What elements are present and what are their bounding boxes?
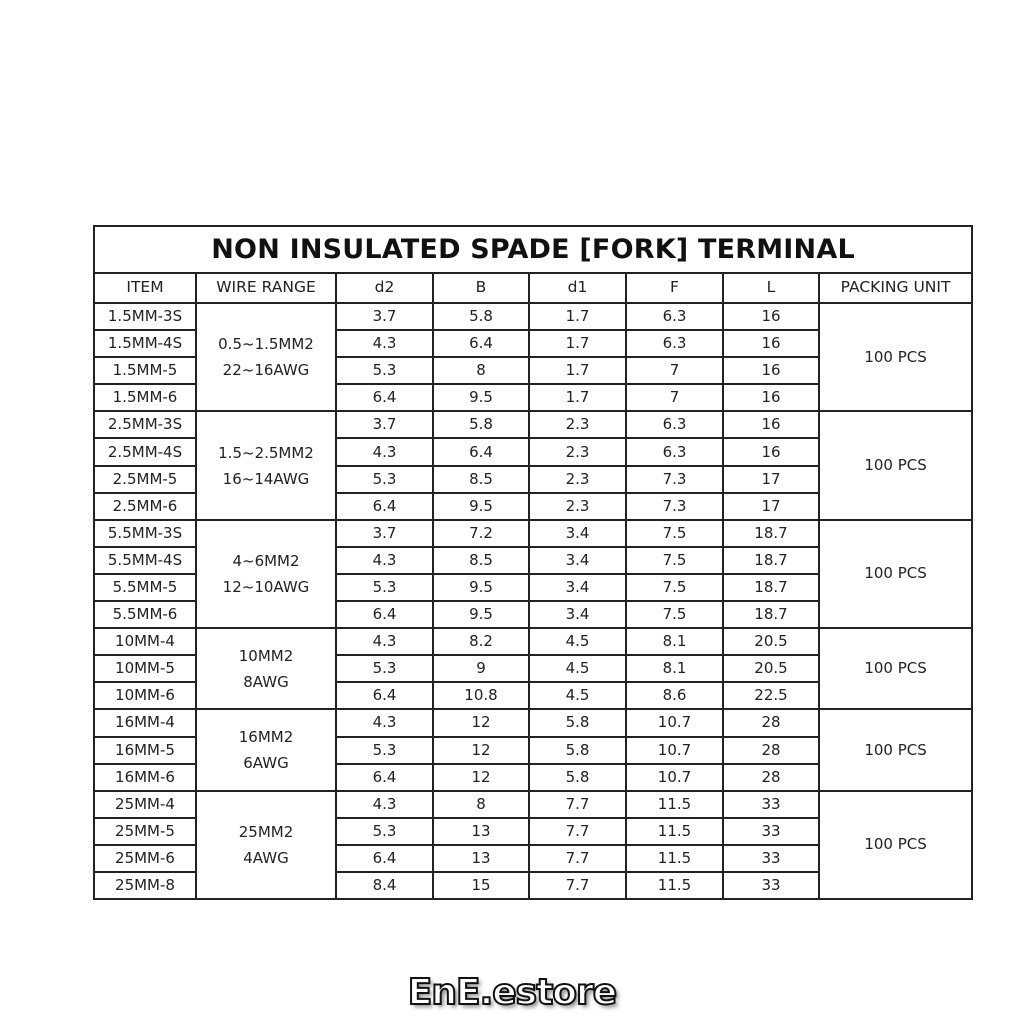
f-cell: 6.3: [626, 330, 723, 357]
b-cell: 6.4: [433, 438, 529, 465]
item-cell: 1.5MM-6: [94, 384, 196, 411]
b-cell: 13: [433, 818, 529, 845]
l-cell: 28: [723, 737, 819, 764]
l-cell: 16: [723, 411, 819, 438]
d1-cell: 1.7: [529, 357, 626, 384]
d2-cell: 4.3: [336, 709, 433, 736]
b-cell: 8: [433, 791, 529, 818]
item-cell: 16MM-5: [94, 737, 196, 764]
item-cell: 2.5MM-4S: [94, 438, 196, 465]
f-cell: 7.5: [626, 574, 723, 601]
d2-cell: 6.4: [336, 845, 433, 872]
d1-cell: 3.4: [529, 520, 626, 547]
wire-range-line: 25MM2: [238, 822, 294, 841]
d1-cell: 3.4: [529, 601, 626, 628]
f-cell: 7.5: [626, 547, 723, 574]
f-cell: 7: [626, 357, 723, 384]
d1-cell: 7.7: [529, 791, 626, 818]
f-cell: 7.5: [626, 601, 723, 628]
table-row: [94, 628, 972, 655]
item-cell: 1.5MM-5: [94, 357, 196, 384]
b-cell: 8.5: [433, 466, 529, 493]
d2-cell: 3.7: [336, 520, 433, 547]
column-header-b: B: [433, 273, 529, 303]
d2-cell: 4.3: [336, 330, 433, 357]
f-cell: 11.5: [626, 845, 723, 872]
wire-range-line: 4~6MM2: [232, 551, 300, 570]
wire-range-line: 6AWG: [243, 754, 289, 773]
store-logo: EnE.estore: [407, 972, 617, 1013]
f-cell: 11.5: [626, 872, 723, 899]
l-cell: 17: [723, 493, 819, 520]
column-header-f: F: [626, 273, 723, 303]
column-header-item: ITEM: [94, 273, 196, 303]
l-cell: 18.7: [723, 574, 819, 601]
b-cell: 6.4: [433, 330, 529, 357]
b-cell: 9.5: [433, 493, 529, 520]
item-cell: 25MM-6: [94, 845, 196, 872]
d2-cell: 5.3: [336, 357, 433, 384]
wire-range-cell: [196, 520, 336, 628]
d1-cell: 5.8: [529, 737, 626, 764]
f-cell: 8.6: [626, 682, 723, 709]
item-cell: 25MM-8: [94, 872, 196, 899]
item-cell: 5.5MM-6: [94, 601, 196, 628]
table-row: [94, 411, 972, 438]
item-cell: 1.5MM-3S: [94, 303, 196, 330]
item-cell: 5.5MM-5: [94, 574, 196, 601]
f-cell: 7.3: [626, 493, 723, 520]
b-cell: 12: [433, 737, 529, 764]
d2-cell: 4.3: [336, 791, 433, 818]
f-cell: 7: [626, 384, 723, 411]
b-cell: 10.8: [433, 682, 529, 709]
packing-unit-cell: 100 PCS: [819, 303, 972, 411]
d2-cell: 4.3: [336, 628, 433, 655]
l-cell: 18.7: [723, 520, 819, 547]
b-cell: 9.5: [433, 574, 529, 601]
d2-cell: 6.4: [336, 601, 433, 628]
b-cell: 12: [433, 764, 529, 791]
f-cell: 11.5: [626, 791, 723, 818]
d1-cell: 5.8: [529, 764, 626, 791]
table-title: NON INSULATED SPADE [FORK] TERMINAL: [94, 226, 972, 273]
l-cell: 16: [723, 438, 819, 465]
column-header-d2: d2: [336, 273, 433, 303]
b-cell: 8: [433, 357, 529, 384]
d1-cell: 3.4: [529, 574, 626, 601]
item-cell: 16MM-4: [94, 709, 196, 736]
item-cell: 10MM-5: [94, 655, 196, 682]
f-cell: 10.7: [626, 764, 723, 791]
table-row: [94, 303, 972, 330]
packing-unit-cell: 100 PCS: [819, 791, 972, 899]
l-cell: 22.5: [723, 682, 819, 709]
item-cell: 25MM-5: [94, 818, 196, 845]
f-cell: 6.3: [626, 411, 723, 438]
header-row: [94, 273, 972, 303]
d1-cell: 4.5: [529, 655, 626, 682]
column-header-wire-range: WIRE RANGE: [196, 273, 336, 303]
wire-range-cell: [196, 628, 336, 709]
l-cell: 20.5: [723, 655, 819, 682]
l-cell: 18.7: [723, 547, 819, 574]
packing-unit-cell: 100 PCS: [819, 411, 972, 519]
wire-range-line: 0.5~1.5MM2: [218, 335, 314, 354]
d2-cell: 6.4: [336, 384, 433, 411]
d2-cell: 4.3: [336, 438, 433, 465]
column-header-packing-unit: PACKING UNIT: [819, 273, 972, 303]
l-cell: 33: [723, 845, 819, 872]
item-cell: 2.5MM-3S: [94, 411, 196, 438]
packing-unit-cell: 100 PCS: [819, 709, 972, 790]
item-cell: 10MM-4: [94, 628, 196, 655]
b-cell: 12: [433, 709, 529, 736]
d2-cell: 6.4: [336, 493, 433, 520]
item-cell: 25MM-4: [94, 791, 196, 818]
f-cell: 6.3: [626, 438, 723, 465]
item-cell: 2.5MM-5: [94, 466, 196, 493]
l-cell: 33: [723, 818, 819, 845]
f-cell: 7.5: [626, 520, 723, 547]
b-cell: 15: [433, 872, 529, 899]
table-row: [94, 520, 972, 547]
d1-cell: 1.7: [529, 303, 626, 330]
d1-cell: 5.8: [529, 709, 626, 736]
wire-range-line: 1.5~2.5MM2: [218, 443, 314, 462]
d1-cell: 2.3: [529, 493, 626, 520]
item-cell: 5.5MM-3S: [94, 520, 196, 547]
spec-table: [93, 225, 973, 900]
b-cell: 13: [433, 845, 529, 872]
d1-cell: 3.4: [529, 547, 626, 574]
d1-cell: 1.7: [529, 384, 626, 411]
d2-cell: 5.3: [336, 737, 433, 764]
l-cell: 28: [723, 764, 819, 791]
d2-cell: 5.3: [336, 655, 433, 682]
d1-cell: 2.3: [529, 466, 626, 493]
column-header-d1: d1: [529, 273, 626, 303]
wire-range-line: 22~16AWG: [222, 361, 310, 380]
b-cell: 9.5: [433, 601, 529, 628]
l-cell: 16: [723, 384, 819, 411]
l-cell: 16: [723, 357, 819, 384]
b-cell: 8.2: [433, 628, 529, 655]
b-cell: 5.8: [433, 303, 529, 330]
d2-cell: 4.3: [336, 547, 433, 574]
wire-range-line: 16~14AWG: [222, 469, 310, 488]
d1-cell: 1.7: [529, 330, 626, 357]
d1-cell: 4.5: [529, 682, 626, 709]
d2-cell: 6.4: [336, 682, 433, 709]
f-cell: 8.1: [626, 655, 723, 682]
wire-range-line: 12~10AWG: [222, 577, 310, 596]
b-cell: 9: [433, 655, 529, 682]
d2-cell: 5.3: [336, 466, 433, 493]
item-cell: 10MM-6: [94, 682, 196, 709]
b-cell: 8.5: [433, 547, 529, 574]
item-cell: 2.5MM-6: [94, 493, 196, 520]
item-cell: 5.5MM-4S: [94, 547, 196, 574]
b-cell: 7.2: [433, 520, 529, 547]
wire-range-cell: [196, 791, 336, 899]
d1-cell: 7.7: [529, 845, 626, 872]
packing-unit-cell: 100 PCS: [819, 520, 972, 628]
item-cell: 1.5MM-4S: [94, 330, 196, 357]
item-cell: 16MM-6: [94, 764, 196, 791]
wire-range-cell: [196, 303, 336, 411]
column-header-l: L: [723, 273, 819, 303]
table-row: [94, 709, 972, 736]
wire-range-line: 16MM2: [238, 728, 294, 747]
b-cell: 9.5: [433, 384, 529, 411]
d2-cell: 5.3: [336, 574, 433, 601]
d2-cell: 5.3: [336, 818, 433, 845]
f-cell: 7.3: [626, 466, 723, 493]
wire-range-line: 4AWG: [243, 848, 289, 867]
wire-range-line: 10MM2: [238, 646, 294, 665]
d2-cell: 3.7: [336, 411, 433, 438]
b-cell: 5.8: [433, 411, 529, 438]
l-cell: 33: [723, 872, 819, 899]
l-cell: 28: [723, 709, 819, 736]
l-cell: 17: [723, 466, 819, 493]
f-cell: 6.3: [626, 303, 723, 330]
l-cell: 16: [723, 330, 819, 357]
d1-cell: 2.3: [529, 411, 626, 438]
l-cell: 20.5: [723, 628, 819, 655]
f-cell: 10.7: [626, 737, 723, 764]
wire-range-line: 8AWG: [243, 672, 289, 691]
wire-range-cell: [196, 709, 336, 790]
l-cell: 18.7: [723, 601, 819, 628]
d1-cell: 7.7: [529, 818, 626, 845]
d2-cell: 8.4: [336, 872, 433, 899]
l-cell: 33: [723, 791, 819, 818]
wire-range-cell: [196, 411, 336, 519]
f-cell: 8.1: [626, 628, 723, 655]
d1-cell: 2.3: [529, 438, 626, 465]
d2-cell: 6.4: [336, 764, 433, 791]
f-cell: 10.7: [626, 709, 723, 736]
d1-cell: 4.5: [529, 628, 626, 655]
d2-cell: 3.7: [336, 303, 433, 330]
l-cell: 16: [723, 303, 819, 330]
table-row: [94, 791, 972, 818]
f-cell: 11.5: [626, 818, 723, 845]
packing-unit-cell: 100 PCS: [819, 628, 972, 709]
d1-cell: 7.7: [529, 872, 626, 899]
